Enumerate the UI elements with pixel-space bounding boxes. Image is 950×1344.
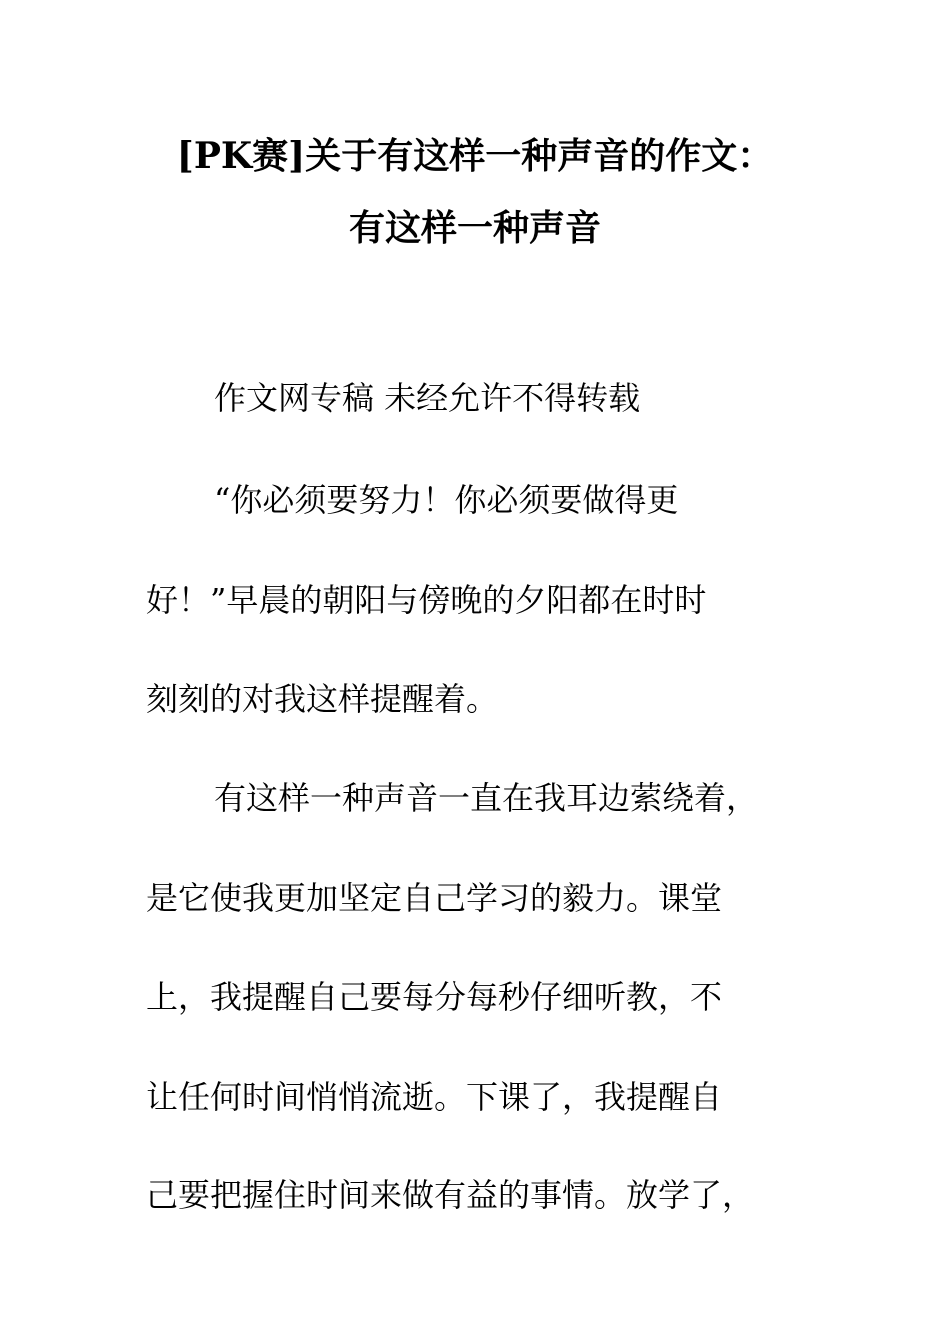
paragraph-1-line-1: “你必须要努力！你必须要做得更 <box>214 481 679 519</box>
paragraph-1-line-2: 好！”早晨的朝阳与傍晚的夕阳都在时时 <box>146 581 707 619</box>
document-title-line-2: 有这样一种声音 <box>348 207 601 249</box>
paragraph-2-line-1: 有这样一种声音一直在我耳边萦绕着， <box>214 779 759 817</box>
byline-note: 作文网专稿 未经允许不得转载 <box>214 379 641 417</box>
paragraph-1-line-3: 刻刻的对我这样提醒着。 <box>146 680 499 718</box>
paragraph-2-line-4: 让任何时间悄悄流逝。下课了，我提醒自 <box>146 1078 723 1116</box>
paragraph-2-line-5: 己要把握住时间来做有益的事情。放学了， <box>146 1176 755 1214</box>
document-title-line-1: [PK赛]关于有这样一种声音的作文： <box>176 135 774 177</box>
paragraph-2-line-2: 是它使我更加坚定自己学习的毅力。课堂 <box>146 879 723 917</box>
paragraph-2-line-3: 上，我提醒自己要每分每秒仔细听教，不 <box>146 978 723 1016</box>
